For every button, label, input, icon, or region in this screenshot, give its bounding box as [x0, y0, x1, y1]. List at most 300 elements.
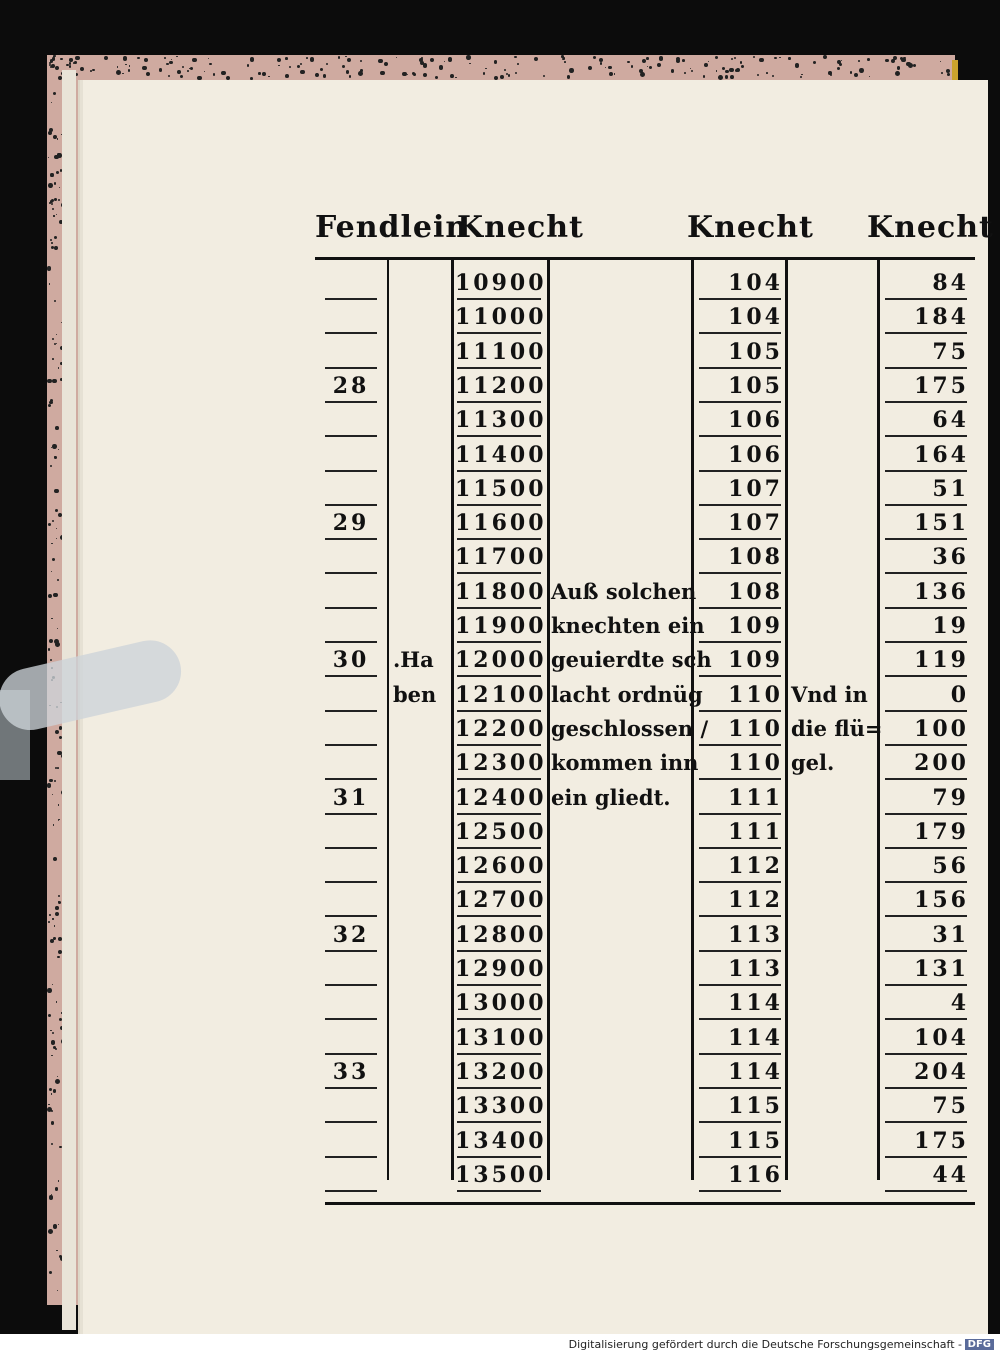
board-speckle: [731, 58, 733, 60]
board-speckle: [564, 61, 566, 63]
table-row: [315, 918, 975, 952]
board-speckle: [722, 67, 725, 70]
board-speckle: [358, 71, 363, 76]
note-middle-cell: [551, 1158, 693, 1192]
note-right-cell: [791, 335, 877, 369]
note-middle-cell: geuierdte sch: [551, 647, 712, 673]
knecht-count-cell: 11900: [455, 613, 547, 639]
board-speckle: [142, 66, 147, 71]
board-speckle: [51, 1093, 52, 1094]
board-speckle: [92, 69, 94, 71]
board-speckle: [54, 182, 57, 185]
knecht-remainder-cell: 104: [914, 1024, 969, 1051]
note-left-cell: [393, 815, 449, 849]
board-speckle: [342, 65, 345, 68]
board-speckle: [258, 72, 260, 74]
board-speckle: [213, 73, 215, 75]
header-knecht-1: Knecht: [457, 210, 584, 245]
board-speckle: [735, 69, 738, 72]
board-speckle: [708, 61, 709, 62]
board-speckle: [396, 57, 398, 59]
board-speckle: [423, 63, 427, 67]
board-speckle: [144, 58, 148, 62]
note-left-cell: [393, 335, 449, 369]
board-speckle: [608, 66, 612, 70]
board-speckle: [913, 64, 916, 67]
table-row: [315, 1158, 975, 1192]
note-middle-cell: [551, 335, 693, 369]
board-speckle: [52, 358, 54, 360]
board-speckle: [48, 1104, 49, 1105]
table-row: [315, 1021, 975, 1055]
board-speckle: [51, 1143, 53, 1145]
board-speckle: [55, 912, 59, 916]
note-right-cell: [791, 883, 877, 917]
board-speckle: [901, 58, 905, 62]
board-speckle: [48, 404, 51, 407]
board-speckle: [300, 63, 302, 65]
cell-underline: [699, 1190, 781, 1192]
board-speckle: [57, 579, 59, 581]
knecht-remainder-cell: 51: [932, 475, 969, 502]
board-speckle: [51, 543, 52, 544]
dfg-logo: DFG: [965, 1339, 994, 1350]
board-speckle: [52, 984, 54, 986]
table-row: [315, 849, 975, 883]
cell-underline: [325, 1190, 377, 1192]
knecht-per-rank-cell: 106: [728, 441, 783, 468]
board-speckle: [54, 456, 57, 459]
board-speckle: [407, 74, 408, 75]
note-right-cell: [791, 300, 877, 334]
knecht-remainder-cell: 84: [932, 270, 969, 296]
board-speckle: [58, 804, 60, 806]
note-right-cell: [791, 815, 877, 849]
board-speckle: [48, 648, 51, 651]
knecht-remainder-cell: 204: [914, 1058, 969, 1085]
board-speckle: [500, 75, 504, 79]
board-speckle: [226, 76, 230, 80]
board-speckle: [57, 1076, 59, 1078]
board-speckle: [378, 59, 383, 64]
board-speckle: [55, 509, 58, 512]
board-speckle: [716, 70, 718, 72]
board-speckle: [54, 300, 56, 302]
fendlein-cell: 32: [332, 921, 370, 948]
note-left-cell: [393, 369, 449, 403]
board-speckle: [741, 65, 744, 68]
note-middle-cell: [551, 986, 693, 1020]
knecht-per-rank-cell: 114: [728, 990, 783, 1017]
knecht-count-cell: 12000: [455, 647, 547, 674]
board-speckle: [53, 215, 54, 216]
board-speckle: [182, 66, 184, 68]
board-speckle: [57, 138, 58, 139]
table-row: [315, 438, 975, 472]
note-middle-cell: [551, 506, 693, 540]
table-row: [315, 815, 975, 849]
board-speckle: [54, 246, 58, 250]
knecht-count-cell: 13500: [455, 1161, 547, 1188]
knecht-count-cell: 11300: [455, 407, 547, 434]
note-left-cell: [393, 540, 449, 574]
note-left-cell: [393, 712, 449, 746]
board-speckle: [56, 538, 57, 539]
board-speckle: [729, 68, 734, 73]
note-right-cell: [791, 369, 877, 403]
board-speckle: [66, 64, 68, 66]
board-speckle: [869, 76, 870, 77]
board-speckle: [649, 66, 652, 69]
note-left-cell: [393, 300, 449, 334]
board-speckle: [137, 57, 139, 59]
board-speckle: [55, 1079, 60, 1084]
note-middle-cell: [551, 438, 693, 472]
bottom-rule: [325, 1202, 975, 1205]
board-speckle: [58, 901, 61, 904]
board-speckle: [947, 73, 950, 76]
note-left-cell: [393, 1055, 449, 1089]
knecht-count-cell: 12600: [455, 853, 547, 880]
board-speckle: [90, 70, 92, 72]
board-speckle: [57, 767, 59, 769]
note-left-cell: [393, 883, 449, 917]
knecht-remainder-cell: 100: [914, 715, 969, 742]
board-speckle: [55, 66, 59, 70]
table-row: [315, 712, 975, 746]
board-speckle: [885, 59, 888, 62]
note-right-cell: [791, 918, 877, 952]
board-speckle: [435, 76, 438, 79]
knecht-count-cell: 11600: [455, 510, 547, 537]
board-speckle: [51, 571, 52, 572]
board-speckle: [715, 56, 719, 60]
board-speckle: [169, 61, 172, 64]
board-speckle: [646, 57, 648, 59]
board-speckle: [54, 198, 57, 201]
board-speckle: [54, 489, 59, 494]
cell-underline: [885, 1190, 967, 1192]
board-speckle: [50, 465, 52, 467]
fendlein-cell: [323, 1124, 379, 1158]
board-speckle: [56, 334, 57, 335]
board-speckle: [494, 60, 498, 64]
board-speckle: [485, 68, 486, 69]
board-speckle: [51, 102, 52, 103]
board-speckle: [177, 70, 181, 74]
fendlein-cell: [323, 1089, 379, 1123]
knecht-remainder-cell: 75: [932, 1093, 969, 1120]
board-speckle: [627, 61, 629, 63]
board-speckle: [54, 236, 57, 239]
knecht-per-rank-cell: 105: [728, 372, 783, 399]
board-speckle: [125, 64, 126, 65]
knecht-count-cell: 11800: [455, 578, 547, 605]
board-speckle: [795, 63, 799, 67]
knecht-per-rank-cell: 113: [728, 921, 783, 948]
knecht-count-cell: 12400: [455, 784, 547, 811]
note-middle-cell: kommen inn: [551, 750, 699, 776]
knecht-per-rank-cell: 110: [728, 681, 783, 708]
knecht-count-cell: 11100: [455, 338, 547, 365]
note-middle-cell: [551, 883, 693, 917]
note-left-cell: [393, 438, 449, 472]
note-right-cell: [791, 540, 877, 574]
knecht-per-rank-cell: 112: [728, 887, 783, 914]
knecht-remainder-cell: 200: [914, 750, 969, 777]
board-speckle: [53, 824, 54, 825]
note-left-cell: [393, 609, 449, 643]
table-row: [315, 781, 975, 815]
board-speckle: [772, 75, 774, 77]
board-speckle: [779, 57, 780, 58]
header-rule: [315, 257, 975, 260]
board-speckle: [753, 56, 755, 58]
table-row: [315, 1055, 975, 1089]
board-speckle: [297, 65, 300, 68]
note-middle-cell: [551, 1055, 693, 1089]
board-speckle: [51, 1121, 55, 1125]
note-right-cell: Vnd in: [791, 681, 868, 707]
note-left-cell: [393, 952, 449, 986]
board-speckle: [600, 62, 602, 64]
board-speckle: [58, 1180, 59, 1181]
note-middle-cell: [551, 540, 693, 574]
board-speckle: [50, 200, 53, 203]
board-speckle: [164, 57, 166, 59]
note-right-cell: [791, 1055, 877, 1089]
board-speckle: [757, 74, 759, 76]
note-right-cell: [791, 609, 877, 643]
table-row: [315, 266, 975, 300]
note-right-cell: [791, 506, 877, 540]
fendlein-cell: 33: [332, 1058, 370, 1085]
board-speckle: [52, 520, 54, 522]
note-middle-cell: [551, 952, 693, 986]
note-left-cell: [393, 746, 449, 780]
board-speckle: [734, 57, 736, 59]
board-speckle: [774, 57, 777, 60]
knecht-per-rank-cell: 106: [728, 407, 783, 434]
table-row: [315, 746, 975, 780]
note-right-cell: [791, 952, 877, 986]
board-speckle: [51, 618, 52, 619]
board-speckle: [51, 1110, 53, 1112]
board-speckle: [52, 379, 57, 384]
note-middle-cell: [551, 1124, 693, 1158]
knecht-per-rank-cell: 116: [728, 1161, 783, 1188]
board-speckle: [123, 56, 128, 61]
knecht-per-rank-cell: 104: [728, 270, 783, 296]
knecht-per-rank-cell: 114: [728, 1058, 783, 1085]
note-right-cell: [791, 575, 877, 609]
note-right-cell: [791, 781, 877, 815]
knecht-count-cell: 12900: [455, 956, 547, 982]
board-speckle: [58, 820, 59, 821]
board-speckle: [588, 66, 592, 70]
note-middle-cell: [551, 1089, 693, 1123]
table-row: [315, 643, 975, 677]
board-speckle: [402, 72, 406, 76]
board-speckle: [47, 266, 51, 270]
board-speckle: [56, 343, 57, 344]
board-speckle: [58, 449, 59, 450]
board-speckle: [285, 57, 288, 60]
note-middle-cell: geschlossen /: [551, 715, 709, 741]
table-row: [315, 472, 975, 506]
board-speckle: [657, 63, 661, 67]
board-speckle: [268, 76, 270, 78]
board-speckle: [55, 426, 59, 430]
knecht-per-rank-cell: 109: [728, 613, 783, 639]
fendlein-cell: [323, 403, 379, 437]
table-row: [315, 1089, 975, 1123]
note-right-cell: [791, 643, 877, 677]
board-speckle: [813, 61, 816, 64]
table-row: [315, 678, 975, 712]
board-speckle: [58, 199, 60, 201]
knecht-count-cell: 12300: [455, 750, 547, 777]
board-speckle: [75, 56, 80, 61]
board-speckle: [49, 1088, 52, 1091]
board-speckle: [640, 72, 645, 77]
board-speckle: [48, 157, 49, 158]
knecht-per-rank-cell: 110: [728, 715, 783, 742]
board-speckle: [47, 988, 51, 992]
knecht-remainder-cell: 31: [932, 921, 969, 948]
board-speckle: [129, 65, 131, 67]
knecht-per-rank-cell: 110: [728, 750, 783, 777]
board-speckle: [605, 67, 606, 68]
board-speckle: [614, 73, 615, 74]
note-right-cell: [791, 472, 877, 506]
fendlein-cell: [323, 335, 379, 369]
knecht-per-rank-cell: 114: [728, 1024, 783, 1051]
board-speckle: [52, 558, 55, 561]
note-left-cell: .Ha: [393, 647, 434, 673]
knecht-remainder-cell: 164: [914, 441, 969, 468]
knecht-per-rank-cell: 107: [728, 475, 783, 502]
knecht-remainder-cell: 36: [932, 544, 969, 571]
knecht-count-cell: 12500: [455, 818, 547, 845]
board-speckle: [609, 72, 613, 76]
note-middle-cell: knechten ein: [551, 613, 705, 638]
knecht-count-cell: 13000: [455, 990, 547, 1017]
knecht-remainder-cell: 175: [914, 1127, 969, 1154]
board-speckle: [682, 59, 685, 62]
note-left-cell: [393, 986, 449, 1020]
note-left-cell: ben: [393, 681, 437, 707]
board-speckle: [247, 64, 250, 67]
board-speckle: [49, 639, 53, 643]
knecht-per-rank-cell: 111: [728, 784, 783, 811]
board-speckle: [347, 58, 351, 62]
board-speckle: [50, 173, 53, 176]
board-speckle: [691, 70, 693, 72]
board-speckle: [839, 63, 843, 67]
board-speckle: [204, 71, 205, 72]
board-speckle: [171, 59, 172, 60]
knecht-remainder-cell: 4: [950, 990, 969, 1017]
board-speckle: [897, 66, 900, 69]
board-speckle: [122, 73, 123, 74]
board-speckle: [52, 918, 53, 919]
board-speckle: [49, 401, 52, 404]
knecht-remainder-cell: 119: [914, 647, 969, 674]
board-speckle: [128, 69, 130, 71]
board-speckle: [53, 593, 58, 598]
board-speckle: [278, 65, 280, 67]
knecht-remainder-cell: 184: [914, 304, 969, 331]
board-speckle: [823, 55, 827, 59]
knecht-count-cell: 11500: [455, 475, 547, 502]
knecht-remainder-cell: 131: [914, 956, 969, 982]
board-speckle: [180, 75, 183, 78]
note-right-cell: [791, 438, 877, 472]
knecht-count-cell: 11200: [455, 372, 547, 399]
cell-underline: [457, 1190, 541, 1192]
board-speckle: [49, 779, 53, 783]
board-speckle: [50, 59, 53, 62]
board-speckle: [51, 242, 53, 244]
board-speckle: [800, 76, 802, 78]
note-left-cell: [393, 1021, 449, 1055]
fendlein-cell: [323, 300, 379, 334]
board-speckle: [69, 65, 71, 67]
fendlein-cell: [323, 575, 379, 609]
board-speckle: [262, 72, 266, 76]
note-right-cell: [791, 266, 877, 300]
note-middle-cell: [551, 369, 693, 403]
board-speckle: [50, 659, 52, 661]
table-row: [315, 883, 975, 917]
board-speckle: [49, 283, 50, 284]
board-speckle: [58, 367, 60, 369]
board-speckle: [56, 171, 59, 174]
board-speckle: [209, 63, 212, 66]
board-speckle: [168, 75, 170, 77]
note-right-cell: [791, 1021, 877, 1055]
board-speckle: [53, 92, 56, 95]
knecht-per-rank-cell: 108: [728, 578, 783, 605]
board-speckle: [53, 135, 57, 139]
note-middle-cell: Auß solchen: [551, 578, 697, 604]
board-speckle: [349, 75, 352, 78]
knecht-count-cell: 13200: [455, 1058, 547, 1085]
board-speckle: [562, 58, 565, 61]
note-right-cell: [791, 986, 877, 1020]
knecht-count-cell: 12700: [455, 887, 547, 914]
board-speckle: [250, 57, 254, 61]
board-speckle: [450, 74, 454, 78]
board-speckle: [52, 444, 57, 449]
board-speckle: [300, 70, 305, 75]
board-speckle: [58, 895, 60, 897]
board-speckle: [766, 72, 768, 74]
board-speckle: [466, 55, 470, 59]
footer-credit: Digitalisierung gefördert durch die Deutsche Forschungsgemeinschaft -: [568, 1338, 962, 1351]
board-speckle: [189, 68, 191, 70]
note-left-cell: [393, 266, 449, 300]
knecht-count-cell: 13100: [455, 1024, 547, 1051]
board-speckle: [569, 68, 573, 72]
board-speckle: [360, 60, 362, 62]
board-speckle: [190, 67, 193, 70]
board-speckle: [48, 594, 52, 598]
board-speckle: [55, 642, 60, 647]
fendlein-cell: [323, 1158, 379, 1192]
board-speckle: [867, 58, 870, 61]
